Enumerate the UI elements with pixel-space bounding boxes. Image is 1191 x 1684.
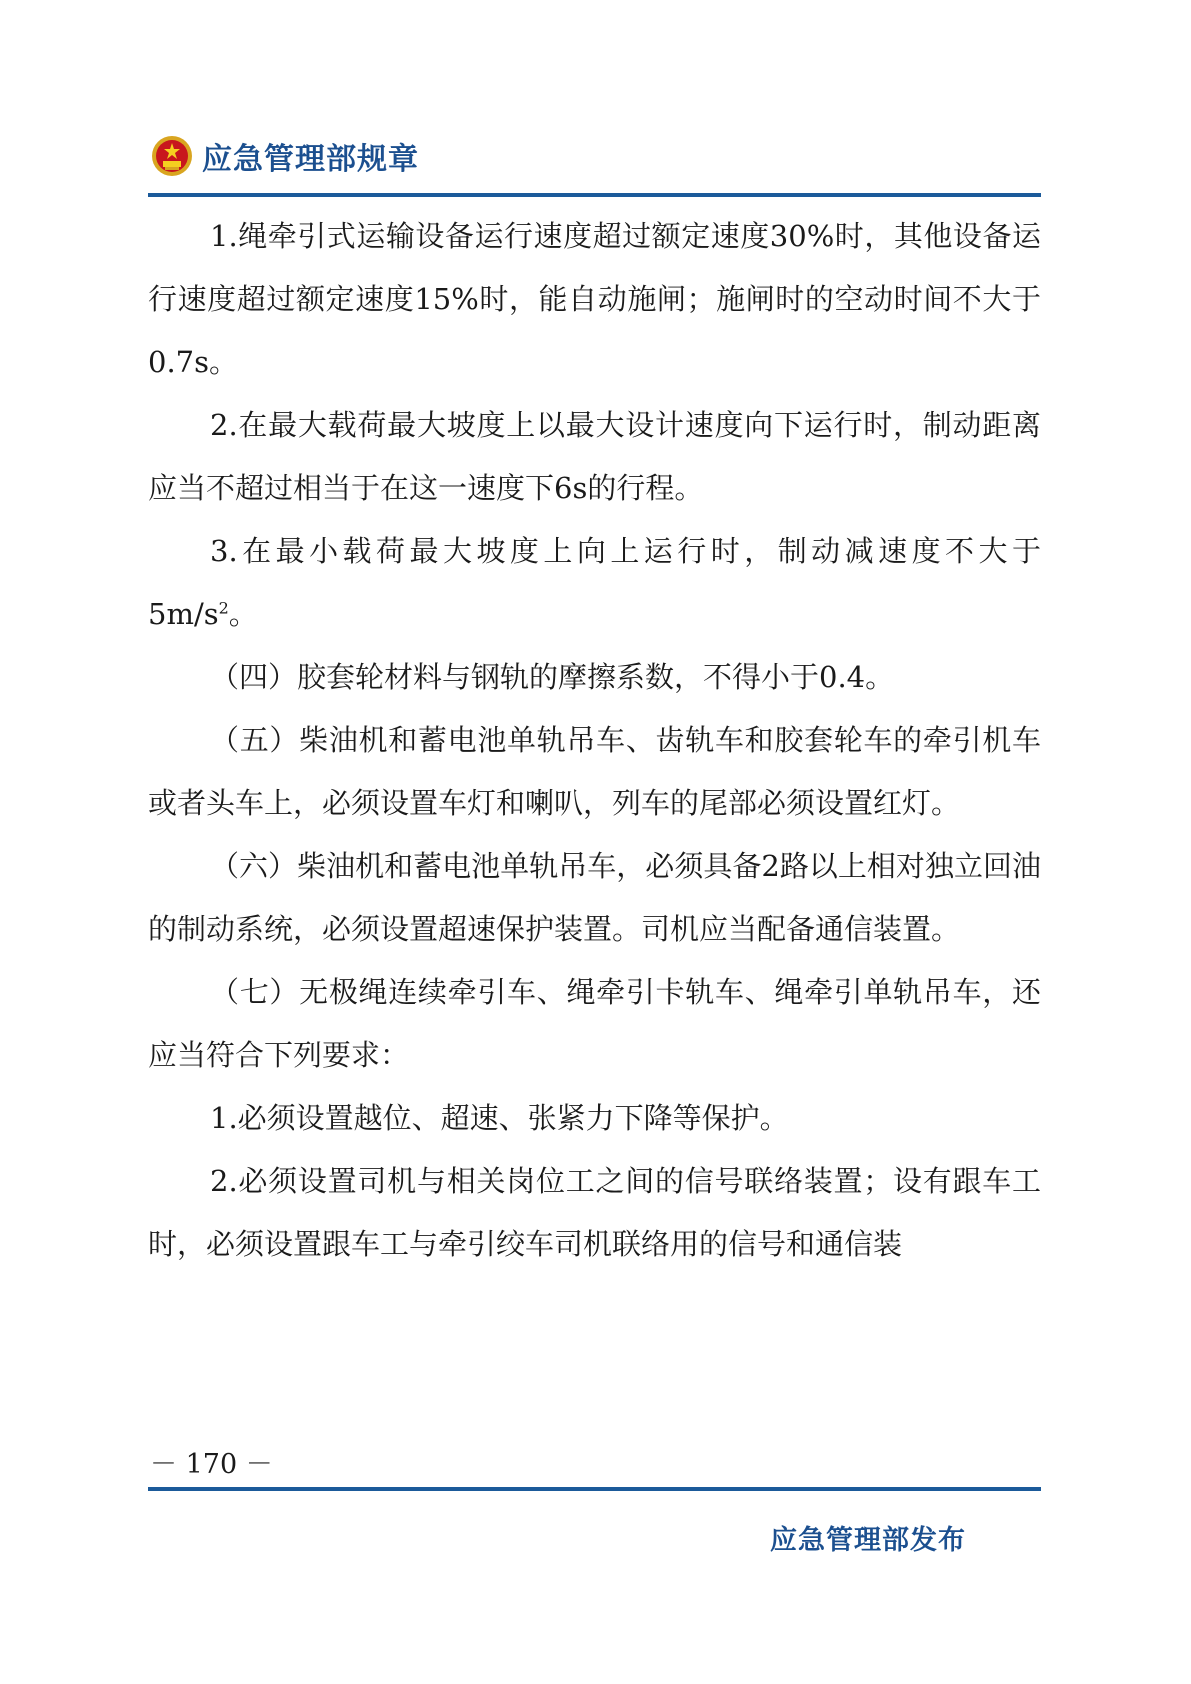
national-emblem-icon — [150, 134, 194, 178]
paragraph: （六）柴油机和蓄电池单轨吊车，必须具备2路以上相对独立回油的制动系统，必须设置超速保护装置。司机应当配备通信装置。 — [148, 849, 1041, 946]
paragraph: （七）无极绳连续牵引车、绳牵引卡轨车、绳牵引单轨吊车，还应当符合下列要求： — [148, 975, 1041, 1072]
paragraph: 2.必须设置司机与相关岗位工之间的信号联络装置；设有跟车工时，必须设置跟车工与牵引绞车司机联络用的信号和通信装 — [148, 1164, 1041, 1261]
document-body — [148, 205, 1041, 1276]
paragraph: （五）柴油机和蓄电池单轨吊车、齿轨车和胶套轮车的牵引机车或者头车上，必须设置车灯和喇叭，列车的尾部必须设置红灯。 — [148, 723, 1041, 820]
page-number: － 170 － — [150, 1449, 273, 1480]
paragraph: （四）胶套轮材料与钢轨的摩擦系数，不得小于0.4。 — [210, 660, 895, 694]
paragraph-text: 3.在最小载荷最大坡度上向上运行时，制动减速度不大于5m/s — [148, 534, 1041, 631]
paragraph: 2.在最大载荷最大坡度上以最大设计速度向下运行时，制动距离应当不超过相当于在这一速度下6s的行程。 — [148, 408, 1041, 505]
paragraph: 1.必须设置越位、超速、张紧力下降等保护。 — [210, 1101, 789, 1135]
paragraph: 1.绳牵引式运输设备运行速度超过额定速度30%时，其他设备运行速度超过额定速度15%时，能自动施闸；施闸时的空动时间不大于0.7s。 — [148, 219, 1041, 379]
paragraph — [148, 520, 1041, 646]
footer-divider — [148, 1487, 1041, 1491]
header-title: 应急管理部规章 — [202, 142, 419, 177]
header-divider — [148, 193, 1041, 197]
publisher-label: 应急管理部发布 — [770, 1525, 966, 1556]
page-header — [150, 128, 419, 184]
paragraph-end: 。 — [228, 597, 258, 631]
superscript: 2 — [218, 598, 229, 618]
